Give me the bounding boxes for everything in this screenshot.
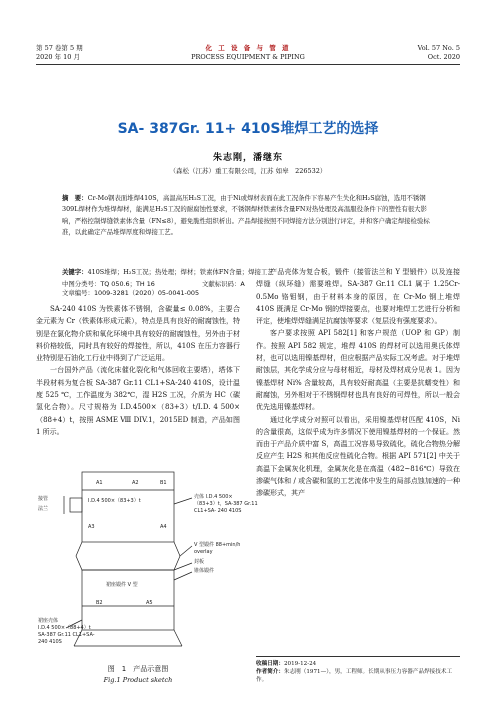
header-rule bbox=[36, 64, 460, 65]
label-flange: 法兰 bbox=[38, 506, 49, 512]
article-number: 文章编号：1009-3281（2020）05-0041-005 bbox=[62, 289, 200, 297]
paragraph: 产品壳体为复合板，锻件（接管法兰和 Y 型锻件）以及连接焊缝（纵环缝）需要堆焊。SA-387 Gr.11 CL1 属于 1.25Cr-0.5Mo 铬钼钢，由于材料本身的原因，在 Cr-Mo 钢上堆焊 410S 既满足 Cr-Mo 钢的焊接要点，也要对堆焊工艺进行分析和评定，使堆焊焊缝满足抗腐蚀等要求（复层没有强度要求）。 bbox=[256, 268, 460, 326]
label-a1: A1 bbox=[96, 480, 103, 486]
label-skirt-shell-3: SA-387 Gr.11 CL1+SA- bbox=[38, 632, 95, 638]
label-nozzle: 接管 bbox=[38, 496, 49, 502]
received-date: 2019-12-24 bbox=[283, 661, 317, 667]
date-en: Oct. 2020 bbox=[427, 53, 460, 61]
label-b1: B1 bbox=[160, 480, 167, 486]
label-a2: A2 bbox=[132, 480, 139, 486]
received-label: 收稿日期： bbox=[256, 661, 284, 667]
journal-name-en: PROCESS EQUIPMENT & PIPING bbox=[191, 53, 305, 61]
label-skirt-shell-4: 240 410S bbox=[38, 639, 62, 645]
label-v-forging: 裙座锻件 V 型 bbox=[106, 582, 138, 588]
label-cone-forging: 锥体锻件 bbox=[194, 568, 215, 574]
label-b2: B2 bbox=[96, 600, 103, 606]
v-forging-shape bbox=[76, 542, 180, 570]
label-a5: A5 bbox=[146, 600, 153, 606]
label-skirt-shell-2: I.D.4 500×（88+4）t bbox=[38, 625, 91, 631]
paragraph: 一台国外产品（流化床催化裂化和气体回收主要塔），塔体下半段材料为复合板 SA-387 Gr.11 CL1+SA-240 410S，设计温度 525 ℃，工作温度为 382℃，湿 H2S 工况，介质为 HC（碳氢化合物）。尺寸规格为 I.D.4500×（83+3）t/I.D. 4 500×（88+4）t，按照 ASME Ⅷ DIV.1，2015ED 制造，产品如图 1 所示。 bbox=[36, 366, 240, 436]
left-column bbox=[36, 303, 240, 438]
label-vgroove-1: V 型锻件 88+min/h bbox=[194, 542, 241, 548]
paper-title: SA- 387Gr. 11+ 410S堆焊工艺的选择 bbox=[117, 121, 379, 137]
header-right bbox=[418, 44, 460, 62]
abstract-label: 摘 要： bbox=[62, 194, 88, 202]
clc-number: 中图分类号：TQ 050.6；TH 16 bbox=[62, 280, 155, 288]
abstract-text: Cr-Mo钢表面堆焊410S，高温高压H₂S工况，由于Ni或焊材表面在此工况条件下容易产生失化和H₂S腐蚀，选用不锈钢309L焊材作为堆焊焊材，能满足H₂S工况的耐腐蚀性要求，不锈钢焊材铁素体含量FN对热处理及高温服役条件下的塑性有很大影响，严格控制焊缝铁素体含量（FN≤8），避免脆性组织析出。产品焊接按照不同焊接方法分别进行评定，并和客户确定焊接检验标准，以此确定产品堆焊厚度和焊接工艺。 bbox=[62, 194, 430, 237]
author-bio-line bbox=[256, 668, 460, 684]
label-skirt-shell-1: 裙座壳体 bbox=[38, 618, 59, 624]
journal-name-cn: 化 工 设 备 与 管 道 bbox=[205, 44, 291, 52]
volume-issue-cn: 第 57 卷第 5 期 bbox=[36, 44, 83, 52]
author-bio: 朱志刚（1971—），男，工程师。长期从事压力容器产品焊接技术工作。 bbox=[256, 669, 453, 684]
label-cover-plate: 封板 bbox=[194, 559, 205, 565]
product-sketch bbox=[36, 470, 258, 660]
label-shell-1: 壳体 I.D.4 500× bbox=[194, 494, 233, 500]
affiliation: （森松（江苏）重工有限公司，江苏 如皋 226532） bbox=[169, 167, 327, 175]
paragraph: 通过化学成分对照可以看出，采用镍基焊材匹配 410S，Ni 的含量很高，这似乎成为许多情况下使用镍基焊材的一个保证。然而由于产品介质中富 S，高温工况容易导致硫化，硫化合物热分解反应产生 H2S 和其他反应性硫化合物。根据 API 571[2] 中关于高温下金属灰化机理，金属灰化是在高温（482~816℃）导致在渗碳气体和 / 或含碳和氢的工艺流体中发生的局部点蚀加速的一种渗碳形式，其产 bbox=[256, 415, 460, 498]
nozzle-shape bbox=[70, 498, 82, 512]
date-cn: 2020 年 10 月 bbox=[36, 53, 81, 61]
volume-issue-en: Vol. 57 No. 5 bbox=[417, 44, 460, 52]
paragraph: 客户要求按照 API 582[1] 和客户规范（UOP 和 GP）制作。按照 API 582 规定，堆焊 410S 的焊材可以选用奥氏体焊材，也可以选用镍基焊材，但应根据产品实际工况考虑。对于堆焊耐蚀层，其化学成分应与母材相近，母材及焊材成分见表 1。因为镍基焊材 Ni% 含量较高，具有较好耐高温（主要是抗蠕变性）和耐腐蚀，另外相对于不锈钢焊材也具有良好的可焊性，所以一般会优先选用镍基焊材。 bbox=[256, 329, 460, 412]
right-column bbox=[256, 266, 460, 500]
label-shell-2: （83+3）t，SA-387 Gr.11 bbox=[194, 501, 258, 507]
authors: 朱志刚，潘继东 bbox=[212, 153, 283, 163]
figure-caption-en: Fig.1 Product sketch bbox=[103, 676, 173, 684]
figure-caption-cn: 图 1 产品示意图 bbox=[107, 665, 169, 673]
footnote bbox=[256, 656, 460, 685]
author-bio-label: 作者简介： bbox=[256, 669, 284, 676]
abstract bbox=[62, 193, 438, 239]
keywords-text: 410S堆焊；H₂S工况；热处理；焊材；铁素体FN含量；焊接工艺 bbox=[87, 268, 274, 276]
header-center bbox=[36, 44, 460, 62]
doc-code: 文献标识码：A bbox=[202, 280, 245, 288]
keywords-label: 关键字： bbox=[62, 268, 88, 276]
received-line bbox=[256, 660, 460, 668]
label-a3: A3 bbox=[88, 524, 95, 530]
label-vgroove-2: overlay bbox=[194, 549, 213, 555]
paragraph: SA-240 410S 为铁素体不锈钢，含碳量≤ 0.08%，主要合金元素为 Cr（铁素体形成元素），特点是具有良好的耐腐蚀性，特别是在氯化物介质和氧化环境中具有较好的耐腐蚀性，另外由于材料价格较低，同时具有较好的焊接性，所以，410S 在压力容器行业特别是石油化工行业中得到了广泛运用。 bbox=[36, 305, 240, 363]
label-shell-3: CL1+SA- 240 410S bbox=[194, 508, 242, 514]
label-a4: A4 bbox=[160, 524, 167, 530]
label-top-shell: I.D.4 500×（83+3）t bbox=[88, 498, 141, 504]
